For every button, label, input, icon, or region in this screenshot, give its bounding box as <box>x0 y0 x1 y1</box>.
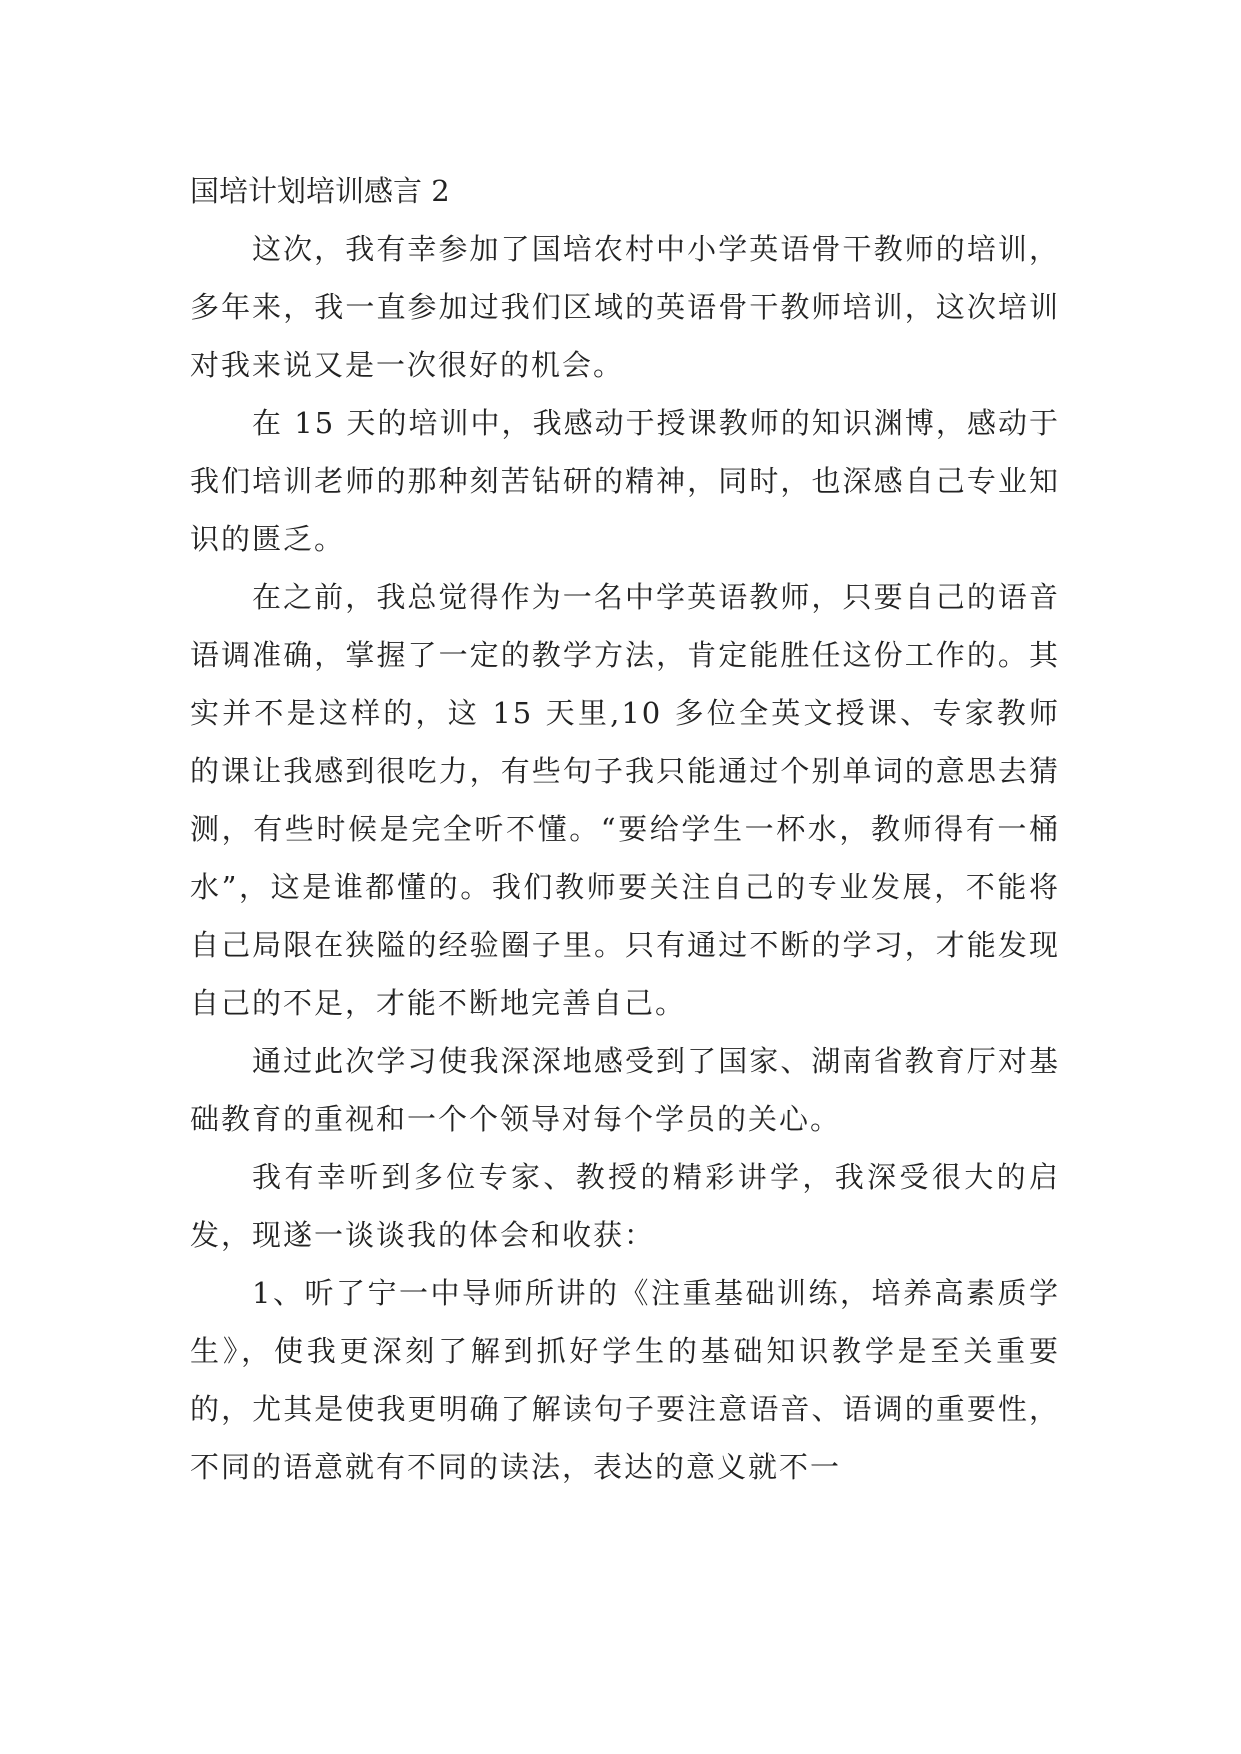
paragraph-intro: 这次，我有幸参加了国培农村中小学英语骨干教师的培训，多年来，我一直参加过我们区域的英语骨干教师培训，这次培训对我来说又是一次很好的机会。 <box>190 232 1060 382</box>
paragraph-gratitude: 通过此次学习使我深深地感受到了国家、湖南省教育厅对基础教育的重视和一个个领导对每个学员的关心。 <box>190 1044 1060 1136</box>
paragraph-training-days: 在 15 天的培训中，我感动于授课教师的知识渊博，感动于我们培训老师的那种刻苦钻研的精神，同时，也深感自己专业知识的匮乏。 <box>190 406 1060 556</box>
document-title: 国培计划培训感言 2 <box>190 174 450 208</box>
paragraph-reflection: 在之前，我总觉得作为一名中学英语教师，只要自己的语音语调准确，掌握了一定的教学方法，肯定能胜任这份工作的。其实并不是这样的，这 15 天里,10 多位全英文授课、专家教师的课让我感到很吃力，有些句子我只能通过个别单词的意思去猜测，有些时候是完全听不懂。“要给学生一杯水，教师得有一桶水”，这是谁都懂的。我们教师要关注自己的专业发展，不能将自己局限在狭隘的经验圈子里。只有通过不断的学习，才能发现自己的不足，才能不断地完善自己。 <box>190 580 1060 1020</box>
document-body <box>190 162 1060 1496</box>
paragraph-lectures: 我有幸听到多位专家、教授的精彩讲学，我深受很大的启发，现遂一谈谈我的体会和收获： <box>190 1160 1060 1252</box>
paragraph-point-1: 1、听了宁一中导师所讲的《注重基础训练，培养高素质学生》，使我更深刻了解到抓好学生的基础知识教学是至关重要的，尤其是使我更明确了解读句子要注意语音、语调的重要性，不同的语意就有不同的读法，表达的意义就不一 <box>190 1276 1060 1484</box>
